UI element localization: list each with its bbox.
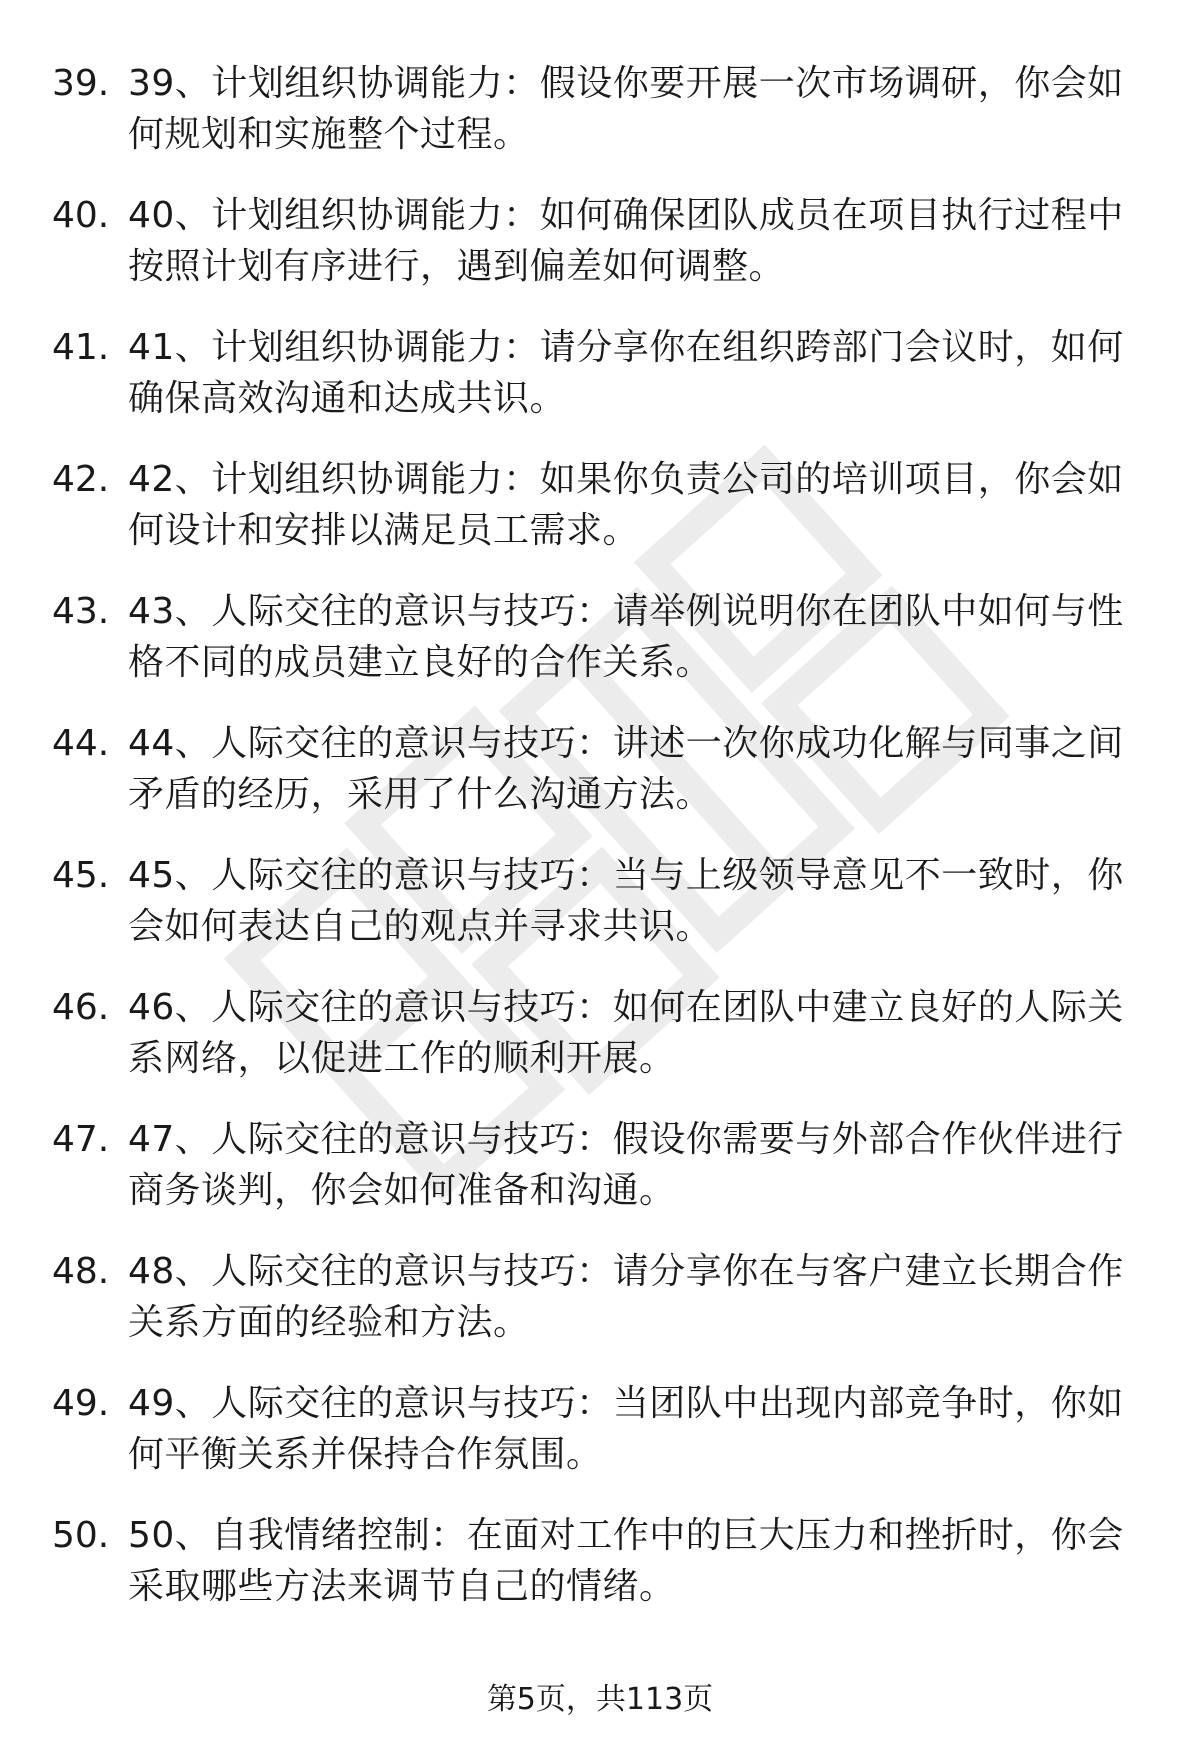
question-number: 50. <box>52 1515 110 1556</box>
question-item <box>0 1246 1200 1378</box>
question-text: 50、自我情绪控制：在面对工作中的巨大压力和挫折时，你会采取哪些方法来调节自己的情绪。 <box>128 1515 1124 1607</box>
question-item <box>0 1378 1200 1510</box>
question-text: 39、计划组织协调能力：假设你要开展一次市场调研，你会如何规划和实施整个过程。 <box>128 63 1124 155</box>
question-number: 44. <box>52 723 110 764</box>
page-footer: 第5页，共113页 <box>486 1682 714 1717</box>
question-item <box>0 454 1200 586</box>
question-list <box>0 58 1200 1642</box>
question-text: 44、人际交往的意识与技巧：讲述一次你成功化解与同事之间矛盾的经历，采用了什么沟通方法。 <box>128 723 1124 815</box>
question-number: 43. <box>52 591 110 632</box>
question-item <box>0 586 1200 718</box>
question-text: 48、人际交往的意识与技巧：请分享你在与客户建立长期合作关系方面的经验和方法。 <box>128 1251 1124 1343</box>
question-text: 46、人际交往的意识与技巧：如何在团队中建立良好的人际关系网络，以促进工作的顺利开展。 <box>128 987 1124 1079</box>
question-item <box>0 190 1200 322</box>
question-item <box>0 58 1200 190</box>
question-item <box>0 718 1200 850</box>
question-number: 49. <box>52 1383 110 1424</box>
question-number: 42. <box>52 459 110 500</box>
question-number: 40. <box>52 195 110 236</box>
question-item <box>0 982 1200 1114</box>
question-number: 41. <box>52 327 110 368</box>
question-text: 41、计划组织协调能力：请分享你在组织跨部门会议时，如何确保高效沟通和达成共识。 <box>128 327 1124 419</box>
question-text: 45、人际交往的意识与技巧：当与上级领导意见不一致时，你会如何表达自己的观点并寻求共识。 <box>128 855 1124 947</box>
question-text: 43、人际交往的意识与技巧：请举例说明你在团队中如何与性格不同的成员建立良好的合作关系。 <box>128 591 1124 683</box>
question-item <box>0 850 1200 982</box>
question-text: 40、计划组织协调能力：如何确保团队成员在项目执行过程中按照计划有序进行，遇到偏差如何调整。 <box>128 195 1124 287</box>
question-item <box>0 322 1200 454</box>
question-text: 47、人际交往的意识与技巧：假设你需要与外部合作伙伴进行商务谈判，你会如何准备和沟通。 <box>128 1119 1124 1211</box>
question-item <box>0 1114 1200 1246</box>
question-text: 42、计划组织协调能力：如果你负责公司的培训项目，你会如何设计和安排以满足员工需求。 <box>128 459 1124 551</box>
question-number: 47. <box>52 1119 110 1160</box>
question-number: 46. <box>52 987 110 1028</box>
question-number: 45. <box>52 855 110 896</box>
question-text: 49、人际交往的意识与技巧：当团队中出现内部竞争时，你如何平衡关系并保持合作氛围。 <box>128 1383 1124 1475</box>
question-number: 39. <box>52 63 110 104</box>
question-number: 48. <box>52 1251 110 1292</box>
question-item <box>0 1510 1200 1642</box>
